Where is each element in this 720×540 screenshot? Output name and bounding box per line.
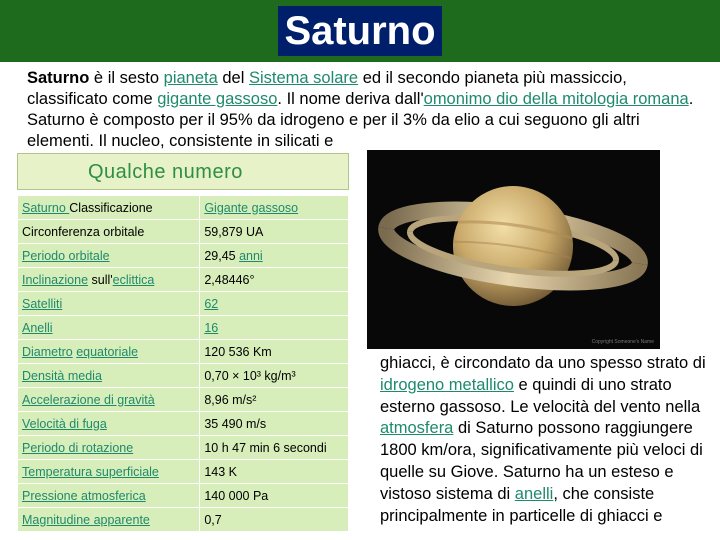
stats-link[interactable]: Diametro — [22, 344, 73, 359]
stats-link[interactable]: Anelli — [22, 320, 53, 335]
stats-value-cell — [200, 436, 349, 460]
stats-row — [18, 292, 349, 316]
link-omonimo-dio[interactable]: omonimo dio della mitologia romana — [423, 90, 689, 108]
stats-value-cell — [200, 340, 349, 364]
stats-value-cell — [200, 388, 349, 412]
right-text-1: ghiacci, è circondato da uno spesso strato di — [380, 354, 706, 372]
slide-title: Saturno — [278, 6, 442, 56]
stats-row — [18, 508, 349, 532]
stats-value-cell — [200, 268, 349, 292]
stats-link[interactable]: Pressione atmosferica — [22, 488, 146, 503]
stats-link[interactable]: 62 — [204, 296, 219, 311]
stats-text: Circonferenza orbitale — [22, 224, 145, 239]
right-paragraph — [380, 353, 706, 540]
stats-label-cell — [18, 508, 200, 532]
stats-value-cell — [200, 364, 349, 388]
stats-row — [18, 196, 349, 220]
stats-label-cell — [18, 244, 200, 268]
intro-text-4: . Il nome deriva dall' — [277, 90, 424, 108]
stats-link[interactable]: Temperatura superficiale — [22, 464, 159, 479]
stats-row — [18, 436, 349, 460]
stats-label-cell — [18, 388, 200, 412]
right-text-2: e quindi di uno strato esterno gassoso. Le velocità del vento nella — [380, 375, 701, 416]
intro-text-5: . Saturno è composto per il 95% da idrogeno e per il 3% da elio a cui seguono gli altri elementi. Il nucleo, consistente in silicati e — [27, 90, 694, 150]
stats-text: 0,7 — [204, 512, 222, 527]
stats-text: 59,879 UA — [204, 224, 264, 239]
stats-value-cell — [200, 412, 349, 436]
stats-value-cell — [200, 220, 349, 244]
stats-link[interactable]: equatoriale — [76, 344, 139, 359]
stats-row — [18, 340, 349, 364]
stats-row — [18, 268, 349, 292]
stats-row — [18, 484, 349, 508]
intro-text-1: è il sesto — [89, 69, 164, 87]
stats-label-cell — [18, 340, 200, 364]
stats-text: 35 490 m/s — [204, 416, 267, 431]
stats-label-cell — [18, 412, 200, 436]
stats-text: 2,48446° — [204, 272, 255, 287]
stats-text: 10 h 47 min 6 secondi — [204, 440, 327, 455]
stats-row — [18, 244, 349, 268]
link-idrogeno-metallico[interactable]: idrogeno metallico — [380, 375, 514, 394]
stats-link[interactable]: Accelerazione di gravità — [22, 392, 155, 407]
stats-label-cell — [18, 292, 200, 316]
intro-bold-saturno: Saturno — [27, 69, 90, 87]
stats-link[interactable]: Magnitudine apparente — [22, 512, 150, 527]
stats-text: 0,70 × 10³ kg/m³ — [204, 368, 296, 383]
link-pianeta[interactable]: pianeta — [163, 69, 218, 87]
stats-value-cell — [200, 484, 349, 508]
stats-link[interactable]: Saturno — [22, 200, 70, 215]
stats-label-cell — [18, 484, 200, 508]
link-sistema-solare[interactable]: Sistema solare — [248, 69, 359, 87]
stats-label-cell — [18, 364, 200, 388]
stats-link[interactable]: Densità media — [22, 368, 102, 383]
stats-row — [18, 316, 349, 340]
stats-link[interactable]: 16 — [204, 320, 219, 335]
stats-link[interactable]: Periodo di rotazione — [22, 440, 134, 455]
stats-label-cell — [18, 436, 200, 460]
right-text-3: di Saturno possono raggiungere 1800 km/ora, significativamente più veloci di quelle su Giove. Saturno ha un esteso e vistoso sistema di — [380, 419, 703, 503]
stats-text: 143 K — [204, 464, 237, 479]
stats-row — [18, 412, 349, 436]
stats-table — [17, 195, 349, 532]
link-anelli[interactable]: anelli — [514, 484, 554, 503]
stats-label-cell — [18, 268, 200, 292]
stats-value-cell — [200, 316, 349, 340]
section-heading: Qualche numero — [17, 153, 349, 190]
stats-value-cell — [200, 292, 349, 316]
right-text-4: , che consiste principalmente in particelle di ghiacci e — [380, 484, 663, 525]
saturn-illustration — [367, 150, 660, 349]
stats-row — [18, 460, 349, 484]
intro-text-2: del — [217, 69, 249, 87]
stats-value-cell — [200, 508, 349, 532]
stats-label-cell — [18, 460, 200, 484]
stats-text: Classificazione — [69, 200, 153, 215]
stats-value-cell — [200, 460, 349, 484]
stats-link[interactable]: Satelliti — [22, 296, 63, 311]
stats-link[interactable]: Inclinazione — [22, 272, 89, 287]
stats-text: 120 536 Km — [204, 344, 272, 359]
photo-credit: Copyright Someone's Name — [591, 339, 654, 345]
stats-link[interactable]: Periodo orbitale — [22, 248, 110, 263]
link-atmosfera[interactable]: atmosfera — [380, 419, 454, 438]
saturn-photo — [367, 150, 660, 349]
stats-text: 29,45 — [204, 248, 240, 263]
intro-paragraph — [27, 68, 703, 152]
stats-text: 140 000 Pa — [204, 488, 269, 503]
stats-link[interactable]: anni — [239, 248, 263, 263]
intro-text-3: ed il secondo pianeta più massiccio, classificato come — [27, 69, 627, 108]
stats-row — [18, 220, 349, 244]
stats-text: 8,96 m/s² — [204, 392, 257, 407]
stats-label-cell — [18, 196, 200, 220]
stats-row — [18, 388, 349, 412]
title-bar — [0, 0, 720, 62]
stats-text: sull' — [88, 272, 113, 287]
stats-row — [18, 364, 349, 388]
stats-link[interactable]: eclittica — [112, 272, 155, 287]
stats-link[interactable]: Gigante gassoso — [204, 200, 299, 215]
stats-label-cell — [18, 220, 200, 244]
stats-label-cell — [18, 316, 200, 340]
link-gigante-gassoso[interactable]: gigante gassoso — [157, 90, 278, 108]
stats-link[interactable]: Velocità di fuga — [22, 416, 107, 431]
stats-value-cell — [200, 196, 349, 220]
stats-value-cell — [200, 244, 349, 268]
